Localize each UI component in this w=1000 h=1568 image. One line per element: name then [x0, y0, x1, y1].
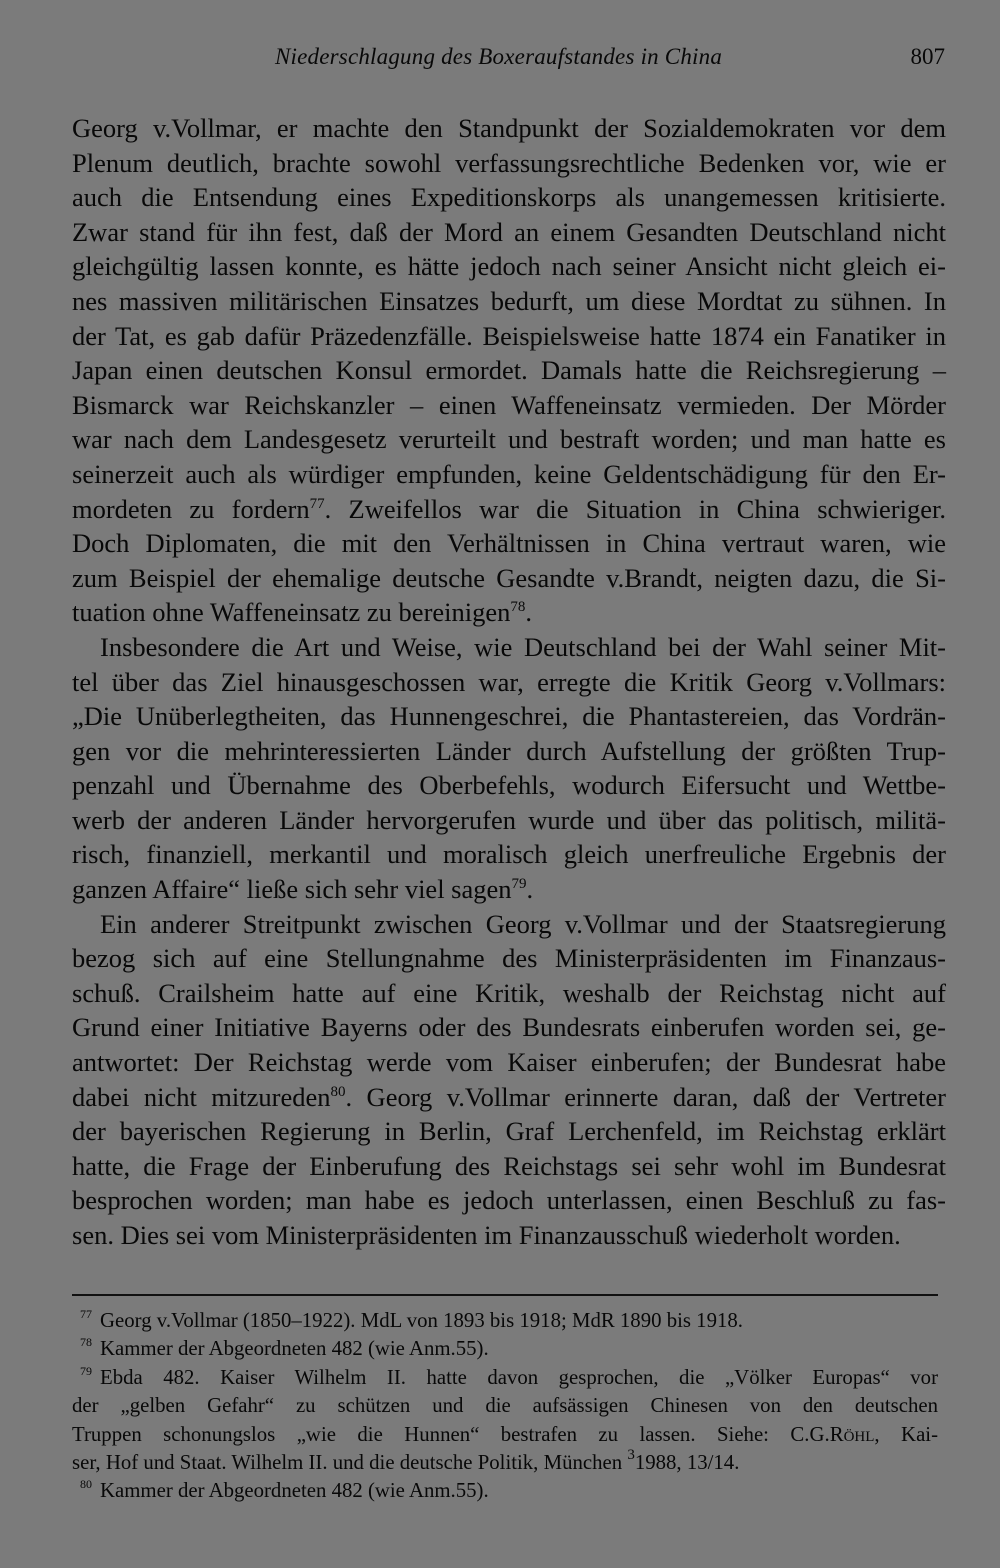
- text-line: auch die Entsendung eines Expeditionskorps als unangemessen kritisierte.: [72, 182, 946, 213]
- text-line: gleichgültig lassen konnte, es hätte jedoch nach seiner Ansicht nicht gleich ei-: [72, 251, 946, 282]
- text-line: tel über das Ziel hinausgeschossen war, erregte die Kritik Georg v.Vollmars:: [72, 666, 946, 697]
- text-line: Grund einer Initiative Bayerns oder des Bundesrats einberufen worden sei, ge-: [72, 1012, 946, 1043]
- text-line: gen vor die mehrinteressierten Länder durch Aufstellung der größten Trup-: [72, 735, 946, 766]
- footnote-79-continuation: der „gelben Gefahr“ zu schützen und die aufsässigen Chinesen von den deutschen: [72, 1394, 938, 1418]
- footnote-text: Truppen schonungslos „wie die Hunnen“ bestrafen zu lassen. Siehe: C.G.: [72, 1422, 830, 1446]
- footnote-text: 1988, 13/14.: [634, 1450, 740, 1474]
- footnote-separator: [72, 1294, 938, 1296]
- footnote-text: ser, Hof und Staat. Wilhelm II. und die deutsche Politik, München: [72, 1450, 628, 1474]
- main-text: [72, 111, 946, 1253]
- text-segment: .: [525, 597, 533, 628]
- text-line: der Tat, es gab dafür Präzedenzfälle. Beispielsweise hatte 1874 ein Fanatiker in: [72, 320, 946, 351]
- text-line: schuß. Crailsheim hatte auf eine Kritik, weshalb der Reichstag nicht auf: [72, 977, 946, 1008]
- footnote-text: Kammer der Abgeordneten 482 (wie Anm.55).: [100, 1337, 489, 1361]
- footnote-marker: 79: [80, 1363, 92, 1378]
- text-line: besprochen worden; man habe es jedoch unterlassen, einen Beschluß zu fas-: [72, 1185, 946, 1216]
- running-title: Niederschlagung des Boxeraufstandes in China: [275, 44, 723, 69]
- text-line: werb der anderen Länder hervorgerufen wurde und über das politisch, militä-: [72, 804, 946, 835]
- text-segment: tuation ohne Waffeneinsatz zu bereinigen: [72, 597, 511, 628]
- text-segment: . Georg v.Vollmar erinnerte daran, daß der Vertreter: [345, 1081, 947, 1112]
- footnote-reference: 77: [309, 495, 325, 512]
- footnote-text: Georg v.Vollmar (1850–1922). MdL von 1893 bis 1918; MdR 1890 bis 1918.: [100, 1309, 743, 1332]
- paragraph-1: [72, 111, 946, 630]
- paragraph-2: [72, 630, 946, 907]
- text-line: penzahl und Übernahme des Oberbefehls, wodurch Eifersucht und Wettbe-: [72, 770, 946, 801]
- text-line: Japan einen deutschen Konsul ermordet. Damals hatte die Reichsregierung –: [72, 355, 946, 386]
- page-number: 807: [910, 44, 945, 69]
- text-line: [72, 1080, 946, 1115]
- running-header: [70, 44, 948, 78]
- text-line: bezog sich auf eine Stellungnahme des Ministerpräsidenten im Finanzaus-: [72, 943, 946, 974]
- footnote-77: [72, 1307, 938, 1335]
- text-line: risch, finanziell, merkantil und moralisch gleich unerfreuliche Ergebnis der: [72, 839, 946, 870]
- text-line: Georg v.Vollmar, er machte den Standpunkt der Sozialdemokraten vor dem: [72, 113, 946, 143]
- footnote-reference: 80: [330, 1083, 346, 1100]
- footnote-marker: 80: [80, 1477, 92, 1492]
- footnote-reference: 79: [511, 876, 527, 893]
- text-line: [72, 872, 946, 907]
- text-line: antwortet: Der Reichstag werde vom Kaiser einberufen; der Bundesrat habe: [72, 1047, 946, 1078]
- text-line: zum Beispiel der ehemalige deutsche Gesandte v.Brandt, neigten dazu, die Si-: [72, 562, 946, 593]
- footnote-78: [72, 1335, 938, 1363]
- text-line: hatte, die Frage der Einberufung des Reichstags sei sehr wohl im Bundesrat: [72, 1150, 946, 1181]
- text-line: Insbesondere die Art und Weise, wie Deutschland bei der Wahl seiner Mit-: [100, 631, 946, 662]
- text-line: Plenum deutlich, brachte sowohl verfassungsrechtliche Bedenken vor, wie er: [72, 147, 946, 178]
- footnote-79-continuation: [72, 1421, 938, 1449]
- footnote-marker: 78: [80, 1335, 92, 1350]
- footnotes: [72, 1307, 938, 1506]
- text-line: Ein anderer Streitpunkt zwischen Georg v.Vollmar und der Staatsregierung: [100, 908, 946, 939]
- text-segment: . Zweifellos war die Situation in China schwieriger.: [324, 493, 946, 524]
- text-line: der bayerischen Regierung in Berlin, Graf Lerchenfeld, im Reichstag erklärt: [72, 1116, 946, 1147]
- footnote-79: [72, 1364, 938, 1392]
- footnote-80: [72, 1477, 938, 1505]
- text-line: [72, 595, 946, 630]
- text-line: seinerzeit auch als würdiger empfunden, keine Geldentschädigung für den Er-: [72, 458, 946, 489]
- text-line: Doch Diplomaten, die mit den Verhältnissen in China vertraut waren, wie: [72, 528, 946, 559]
- text-segment: .: [526, 874, 534, 905]
- footnote-reference: 78: [510, 599, 526, 616]
- footnote-marker: 77: [80, 1307, 92, 1321]
- text-segment: ganzen Affaire“ ließe sich sehr viel sagen: [72, 874, 512, 905]
- footnote-text: Ebda 482. Kaiser Wilhelm II. hatte davon gesprochen, die „Völker Europas“ vor: [100, 1365, 938, 1389]
- text-line: Zwar stand für ihn fest, daß der Mord an einem Gesandten Deutschland nicht: [72, 216, 946, 247]
- footnote-79-continuation: [72, 1446, 938, 1477]
- paragraph-3: [72, 907, 946, 1253]
- text-line: war nach dem Landesgesetz verurteilt und bestraft worden; und man hatte es: [72, 424, 946, 455]
- text-line: sen. Dies sei vom Ministerpräsidenten im Finanzausschuß wiederholt worden.: [72, 1220, 901, 1250]
- text-line: Bismarck war Reichskanzler – einen Waffeneinsatz vermieden. Der Mörder: [72, 389, 946, 420]
- edition-number: 3: [627, 1446, 635, 1463]
- text-line: [72, 492, 946, 527]
- text-line: nes massiven militärischen Einsatzes bedurft, um diese Mordtat zu sühnen. In: [72, 285, 946, 316]
- text-segment: mordeten zu fordern: [72, 493, 310, 524]
- footnote-text: Kammer der Abgeordneten 482 (wie Anm.55).: [100, 1479, 489, 1503]
- author-name: Röhl: [829, 1422, 875, 1446]
- footnote-text: , Kai-: [874, 1422, 939, 1446]
- text-segment: dabei nicht mitzureden: [72, 1081, 331, 1112]
- text-line: „Die Unüberlegtheiten, das Hunnengeschrei, die Phantastereien, das Vordrän-: [72, 701, 946, 732]
